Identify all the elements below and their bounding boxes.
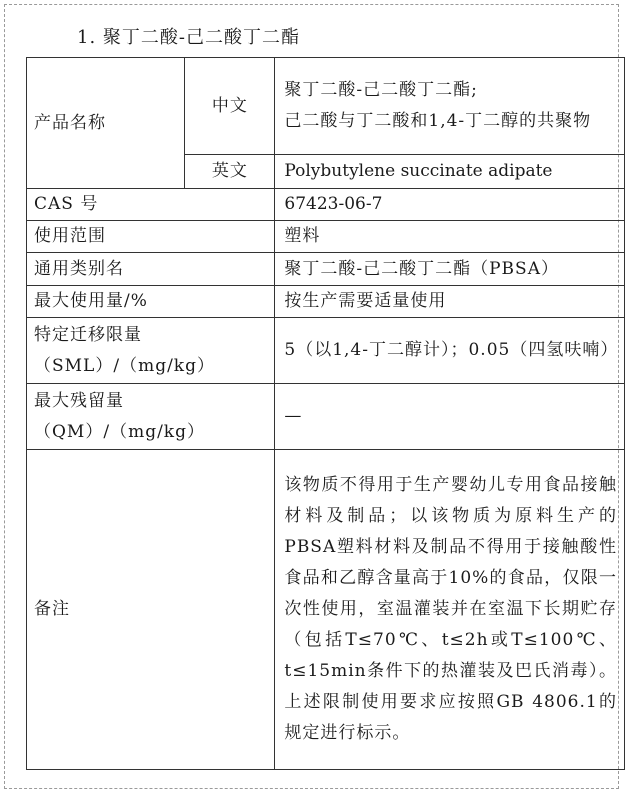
table-row: [27, 450, 625, 770]
english-name-label: 英文: [185, 155, 275, 189]
table-row: [27, 58, 625, 155]
sml-value: 5（以1,4-丁二醇计）；0.05（四氢呋喃）: [275, 318, 625, 384]
scope-label: 使用范围: [27, 221, 275, 253]
english-name-value: Polybutylene succinate adipate: [275, 155, 625, 189]
max-usage-label: 最大使用量/%: [27, 286, 275, 318]
product-name-label: 产品名称: [27, 58, 185, 189]
specification-table: [26, 57, 625, 770]
chinese-name-value: [275, 58, 625, 155]
table-row: [27, 253, 625, 286]
qm-label-line-1: 最大残留量: [34, 390, 124, 411]
chinese-name-line-2: 己二酸与丁二酸和1,4-丁二醇的共聚物: [284, 111, 592, 131]
table-row: [27, 286, 625, 318]
max-usage-value: 按生产需要适量使用: [275, 286, 625, 318]
remarks-label: 备注: [27, 450, 275, 770]
category-label: 通用类别名: [27, 253, 275, 286]
section-heading: 1. 聚丁二酸-己二酸丁二酯: [77, 27, 300, 48]
table-row: [27, 318, 625, 384]
remarks-value: 该物质不得用于生产婴幼儿专用食品接触材料及制品；以该物质为原料生产的PBSA塑料材料及制品不得用于接触酸性食品和乙醇含量高于10%的食品，仅限一次性使用，室温灌装并在室温下长期贮存（包括T≤70℃、t≤2h或T≤100℃、t≤15min条件下的热灌装及巴氏消毒）。上述限制使用要求应按照GB 4806.1的规定进行标示。: [275, 450, 625, 770]
table-row: [27, 189, 625, 221]
chinese-name-label: 中文: [185, 58, 275, 155]
sml-label-line-1: 特定迁移限量: [34, 324, 142, 345]
sml-label-line-2: （SML）/（mg/kg）: [34, 355, 215, 376]
category-value: 聚丁二酸-己二酸丁二酯（PBSA）: [275, 253, 625, 286]
table-row: [27, 221, 625, 253]
sml-label: [27, 318, 275, 384]
cas-label: CAS 号: [27, 189, 275, 221]
qm-label-line-2: （QM）/（mg/kg）: [34, 421, 205, 442]
qm-value: —: [275, 384, 625, 450]
chinese-name-line-1: 聚丁二酸-己二酸丁二酯;: [284, 80, 478, 100]
cas-value: 67423-06-7: [275, 189, 625, 221]
scope-value: 塑料: [275, 221, 625, 253]
qm-label: [27, 384, 275, 450]
table-row: [27, 384, 625, 450]
